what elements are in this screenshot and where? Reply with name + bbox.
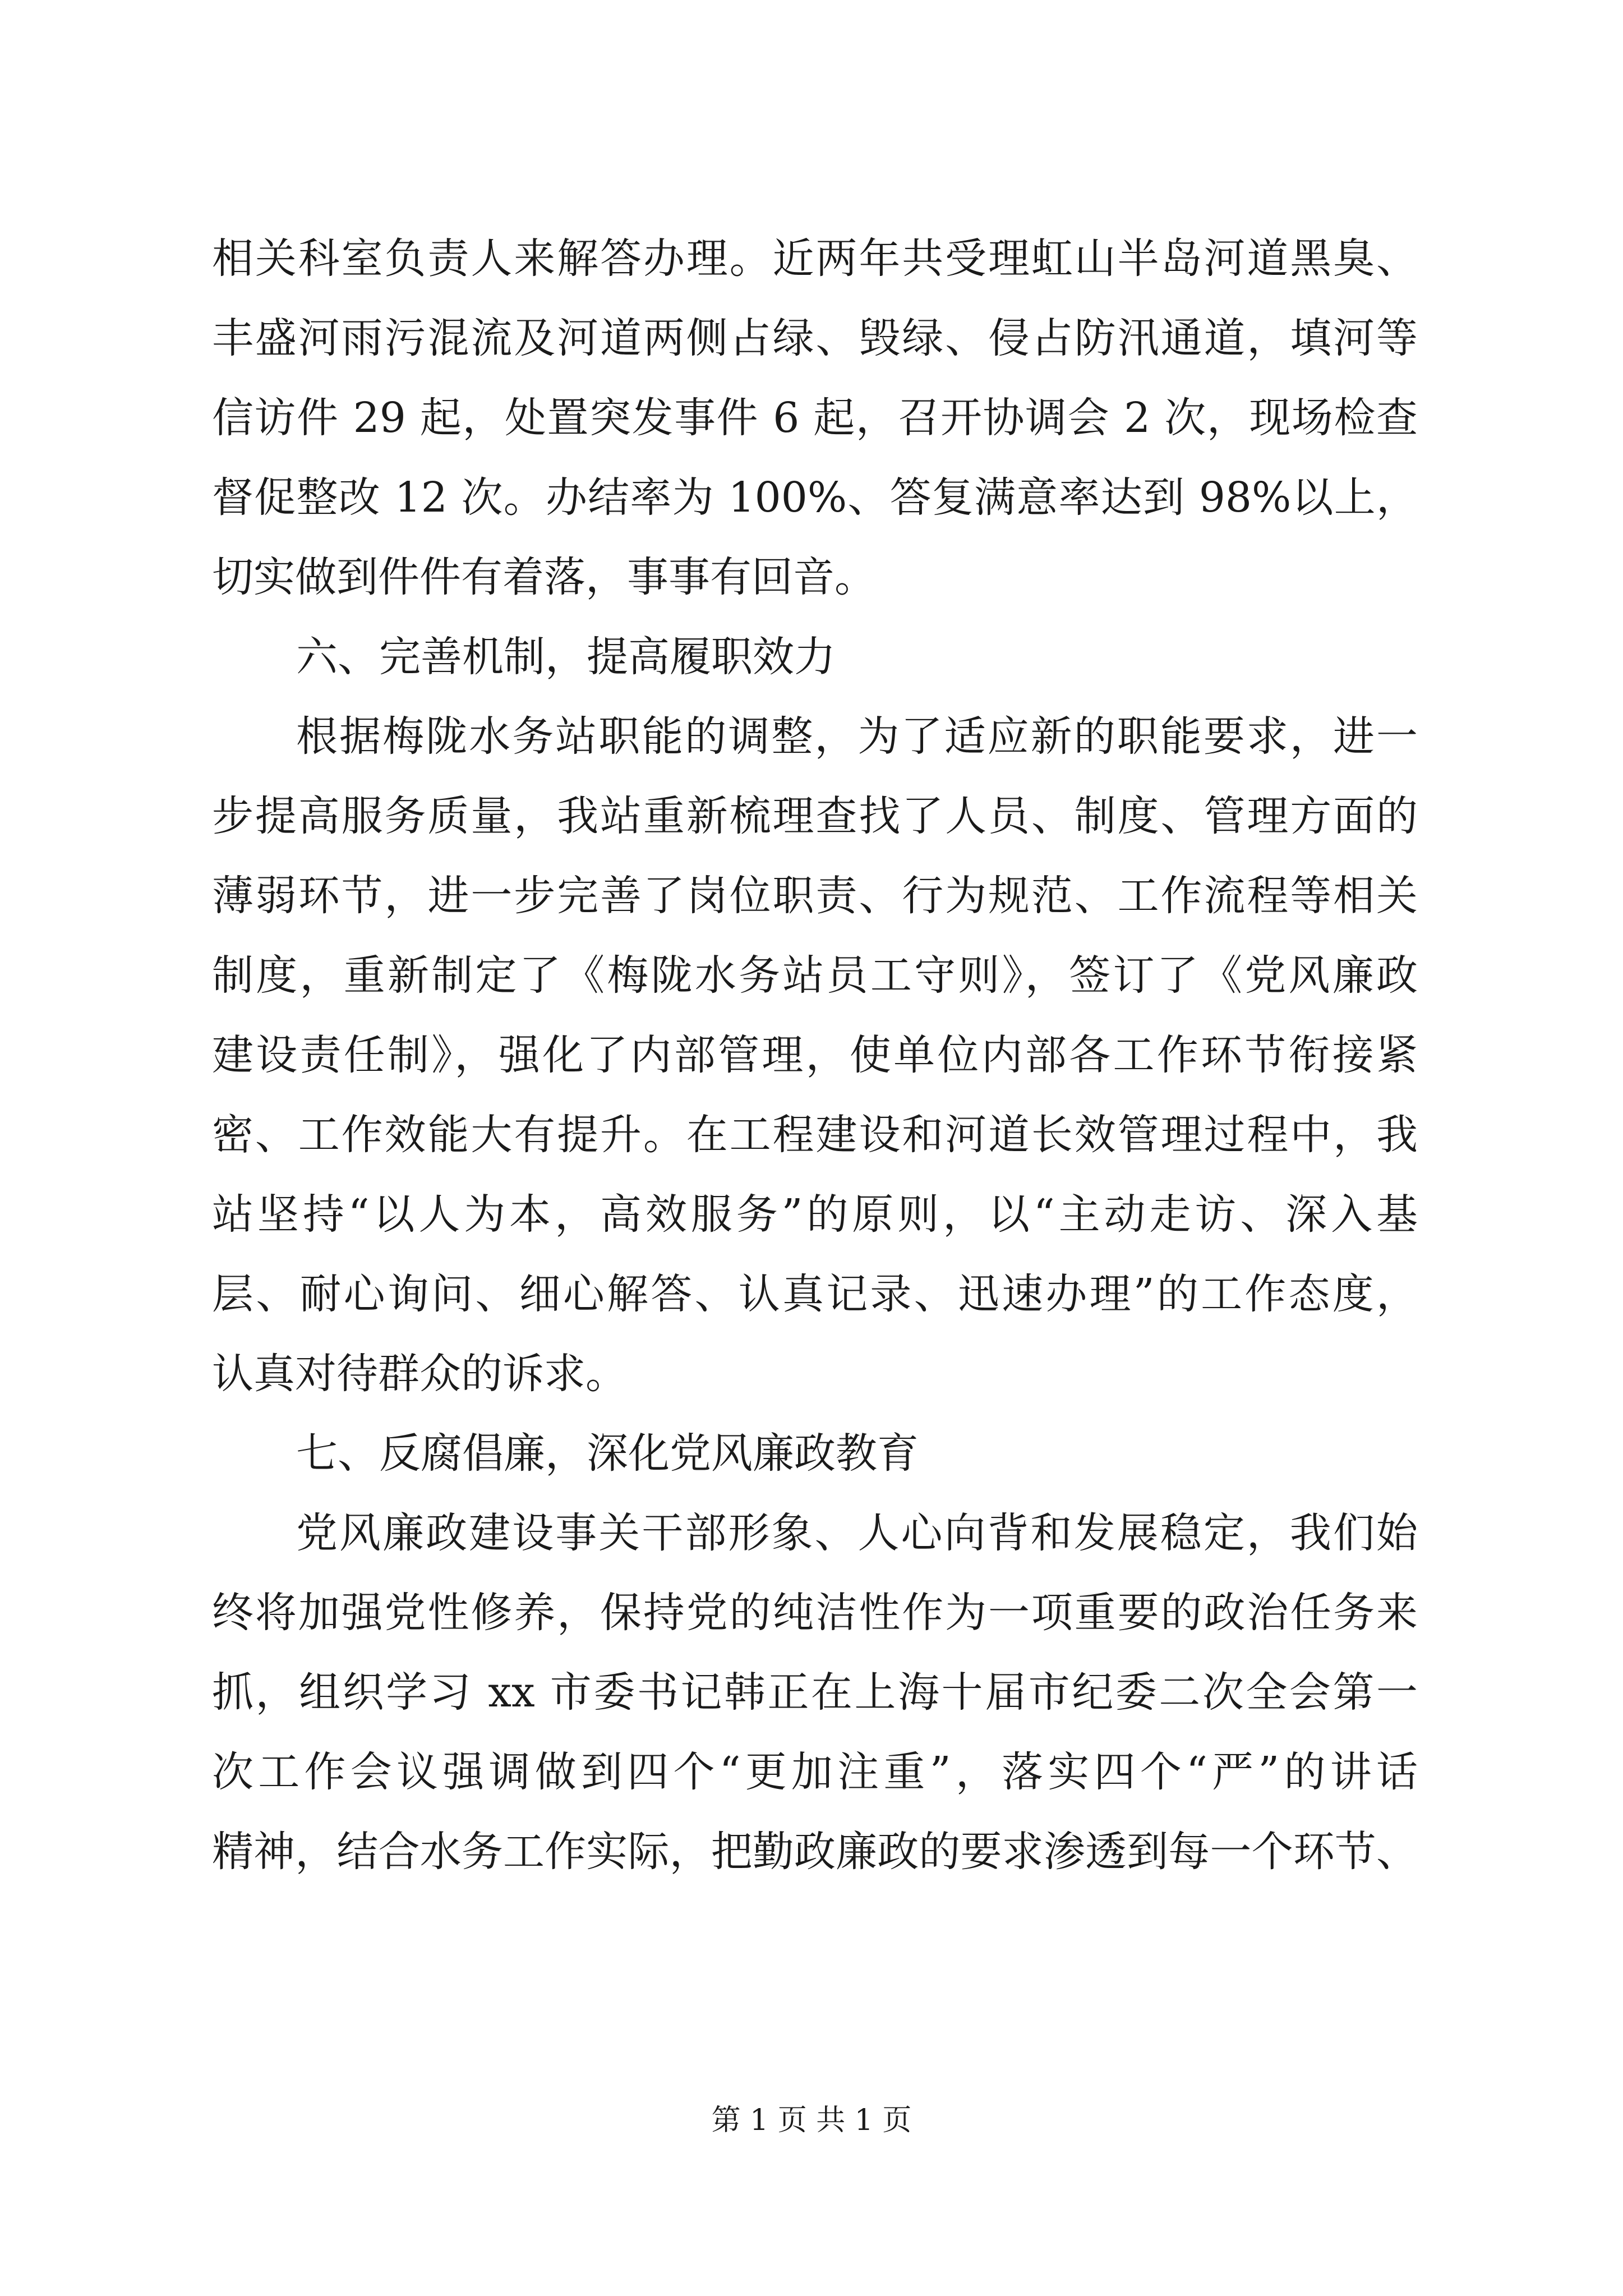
text-line: 相关科室负责人来解答办理。近两年共受理虹山半岛河道黑臭、 bbox=[212, 234, 1418, 283]
text-line: 督促整改 12 次。办结率为 100%、答复满意率达到 98%以上， bbox=[212, 473, 1418, 522]
text-line: 建设责任制》，强化了内部管理，使单位内部各工作环节衔接紧 bbox=[212, 1031, 1418, 1079]
text-line: 抓，组织学习 xx 市委书记韩正在上海十届市纪委二次全会第一 bbox=[212, 1668, 1418, 1717]
text-line: 丰盛河雨污混流及河道两侧占绿、毁绿、侵占防汛通道，填河等 bbox=[212, 314, 1418, 362]
document-body bbox=[212, 219, 1418, 1892]
text-line: 党风廉政建设事关干部形象、人心向背和发展稳定，我们始 bbox=[296, 1509, 1418, 1557]
text-line: 切实做到件件有着落，事事有回音。 bbox=[212, 553, 876, 601]
text-line: 精神，结合水务工作实际，把勤政廉政的要求渗透到每一个环节、 bbox=[212, 1828, 1418, 1876]
text-line: 次工作会议强调做到四个“更加注重”，落实四个“严”的讲话 bbox=[212, 1748, 1418, 1796]
text-line: 层、耐心询问、细心解答、认真记录、迅速办理”的工作态度， bbox=[212, 1270, 1418, 1318]
text-line: 密、工作效能大有提升。在工程建设和河道长效管理过程中，我 bbox=[212, 1111, 1418, 1159]
text-line: 薄弱环节，进一步完善了岗位职责、行为规范、工作流程等相关 bbox=[212, 872, 1418, 920]
page-footer: 第 1 页 共 1 页 bbox=[711, 2104, 912, 2137]
text-line: 终将加强党性修养，保持党的纯洁性作为一项重要的政治任务来 bbox=[212, 1589, 1418, 1637]
text-line: 制度，重新制定了《梅陇水务站员工守则》，签订了《党风廉政 bbox=[212, 951, 1418, 1000]
section-heading: 六、完善机制，提高履职效力 bbox=[296, 633, 836, 681]
text-line: 认真对待群众的诉求。 bbox=[212, 1350, 627, 1398]
section-heading: 七、反腐倡廉，深化党风廉政教育 bbox=[296, 1429, 919, 1478]
text-line: 步提高服务质量，我站重新梳理查找了人员、制度、管理方面的 bbox=[212, 792, 1418, 840]
text-line: 站坚持“以人为本，高效服务”的原则，以“主动走访、深入基 bbox=[212, 1190, 1418, 1239]
text-line: 信访件 29 起，处置突发事件 6 起，召开协调会 2 次，现场检查 bbox=[212, 394, 1418, 442]
text-line: 根据梅陇水务站职能的调整，为了适应新的职能要求，进一 bbox=[296, 712, 1418, 761]
